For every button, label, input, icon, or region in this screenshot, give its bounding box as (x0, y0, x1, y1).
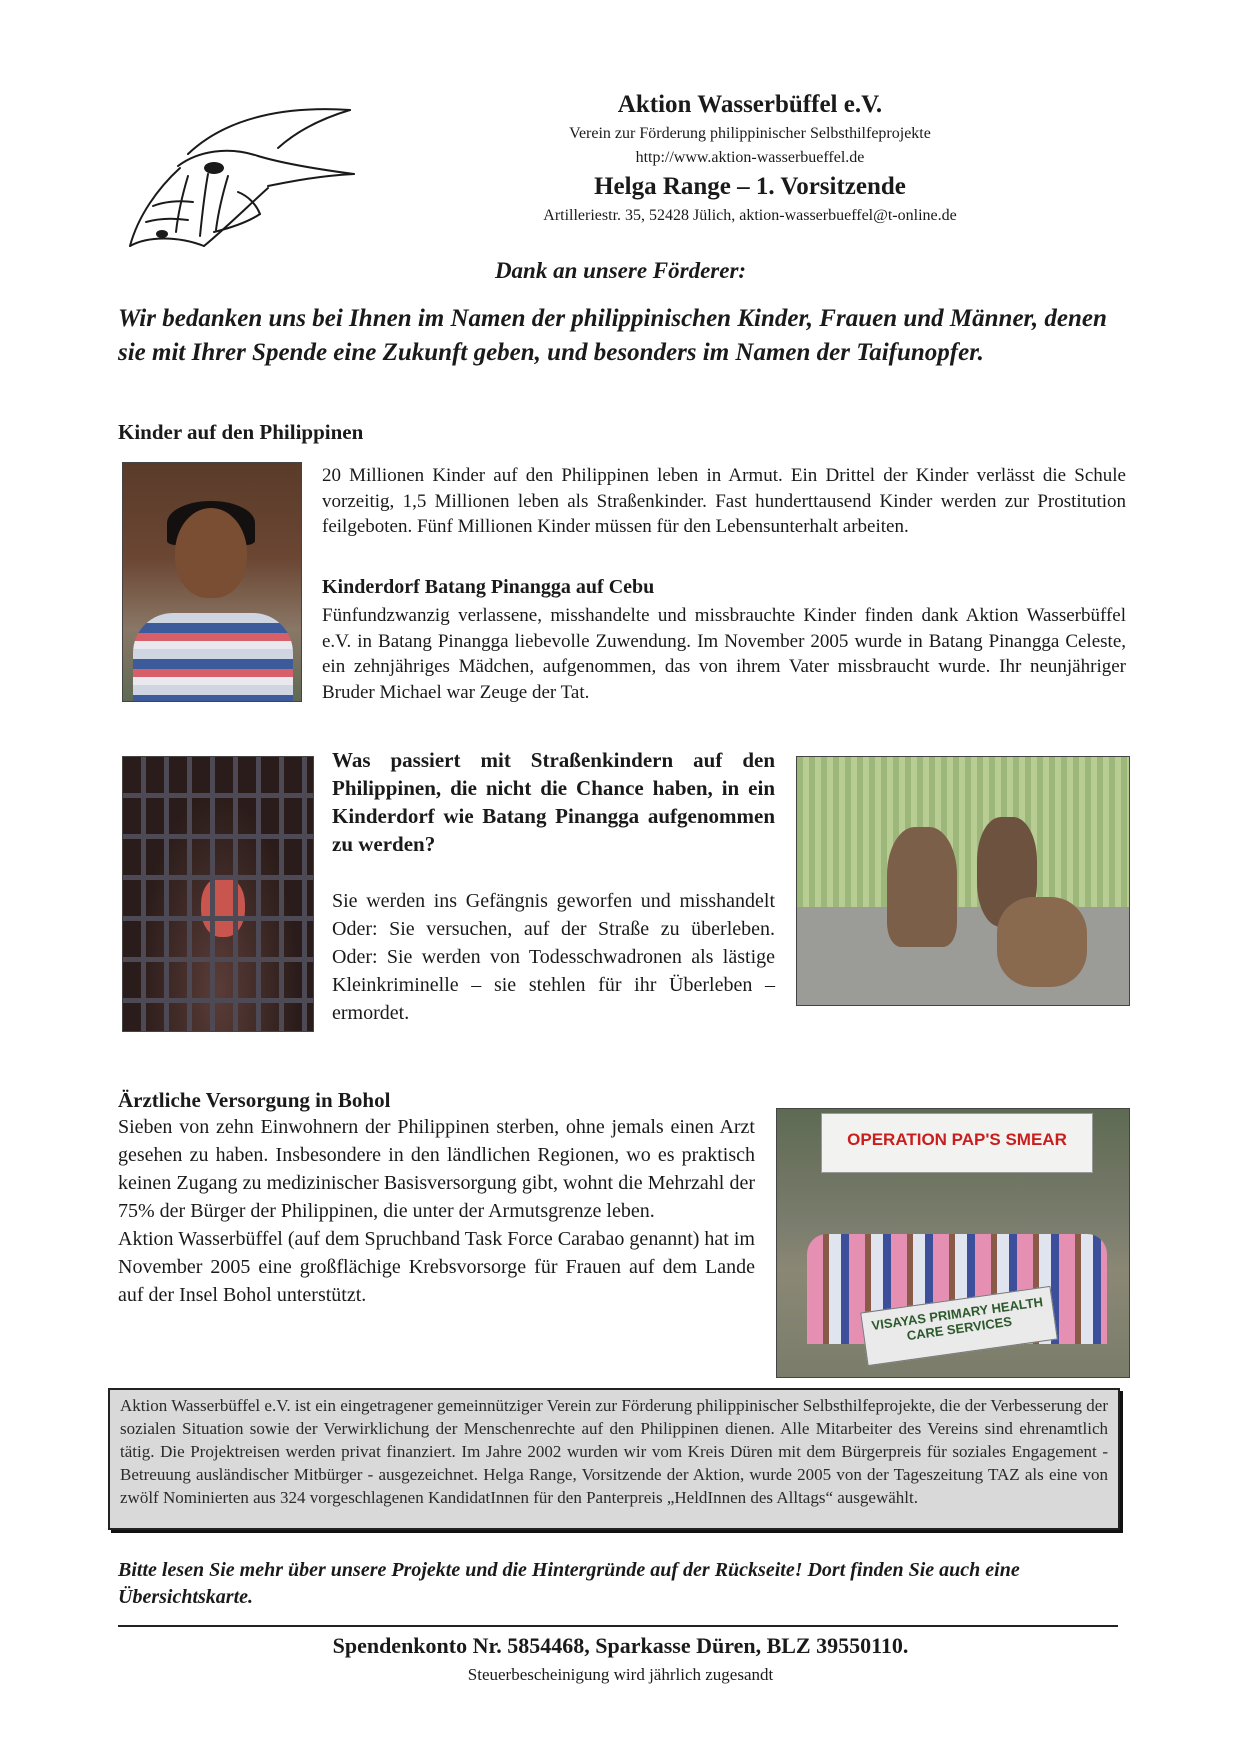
street-children-paragraph: Sie werden ins Gefängnis geworfen und misshandelt Oder: Sie versuchen, auf der Straße zu überleben. Oder: Sie werden von Todesschwadronen als lästige Kleinkriminelle – sie stehlen für ihr Überleben – ermordet. (332, 890, 775, 1024)
donation-account: Spendenkonto Nr. 5854468, Sparkasse Düren, BLZ 39550110. (332, 1633, 909, 1658)
health-care-group-photo (776, 1108, 1130, 1378)
children-in-cell-photo (122, 756, 314, 1032)
info-box (108, 1388, 1120, 1530)
kinder-paragraph: 20 Millionen Kinder auf den Philippinen leben in Armut. Ein Drittel der Kinder verlässt die Schule vorzeitig, 1,5 Millionen leben als Straßenkinder. Fast hunderttausend Kinder werden zur Prostitution feilgeboten. Fünf Millionen Kinder müssen für den Lebensunterhalt arbeiten. (322, 465, 1126, 537)
section-heading-bohol: Ärztliche Versorgung in Bohol (118, 1088, 391, 1112)
organization-header (480, 88, 1020, 228)
chairwoman-line: Helga Range – 1. Vorsitzende (594, 173, 906, 200)
section-heading-kinderdorf: Kinderdorf Batang Pinangga auf Cebu (322, 576, 655, 598)
section-heading-kinder: Kinder auf den Philippinen (118, 420, 364, 444)
bohol-paragraph (118, 1113, 755, 1309)
organization-name: Aktion Wasserbüffel e.V. (617, 91, 883, 118)
bohol-paragraph-1: Sieben von zehn Einwohnern der Philippinen sterben, ohne jemals einen Arzt gesehen zu haben. Insbesondere in den ländlichen Regionen, wo es praktisch keinen Zugang zu medizinischer Basisversorgung gibt, wohnt die Mehrzahl der 75% der Bürger der Philippinen, die unter der Armutsgrenze leben. (118, 1116, 755, 1222)
photo-banner-text: OPERATION PAP'S SMEAR (847, 1130, 1067, 1149)
street-children-photo (796, 756, 1130, 1006)
footer-divider (118, 1625, 1118, 1627)
girl-photo (122, 462, 302, 702)
photo-banner (821, 1113, 1093, 1173)
organization-address: Artilleriestr. 35, 52428 Jülich, aktion-wasserbueffel@t-online.de (543, 207, 957, 224)
water-buffalo-logo-icon (118, 96, 358, 256)
back-page-call-to-action: Bitte lesen Sie mehr über unsere Projekte und die Hintergründe auf der Rückseite! Dort finden Sie auch eine Übersichtskarte. (118, 1559, 1020, 1608)
info-box-text: Aktion Wasserbüffel e.V. ist ein eingetragener gemeinnütziger Verein zur Förderung philippinischer Selbsthilfeprojekte, die der Verbesserung der sozialen Situation sowie der Verwirklichung der Menschenrechte auf den Philippinen dienen. Alle Mitarbeiter des Vereins sind ehrenamtlich tätig. Die Projektreisen werden privat finanziert. Im Jahre 2002 wurden wir vom Kreis Düren mit dem Bürgerpreis für soziales Engagement - Betreuung ausländischer Mitbürger - ausgezeichnet. Helga Range, Vorsitzende der Aktion, wurde 2005 von der Tageszeitung TAZ als eine von zwölf Nominierten aus 324 vorgeschlagenen KandidatInnen für den Panterpreis „HeldInnen des Alltags“ ausgewählt. (120, 1396, 1108, 1507)
photo-sign-text: VISAYAS PRIMARY HEALTH CARE SERVICES (870, 1294, 1044, 1344)
organization-website[interactable]: http://www.aktion-wasserbueffel.de (635, 149, 865, 166)
bohol-paragraph-2: Aktion Wasserbüffel (auf dem Spruchband Task Force Carabao genannt) hat im November 2005 eine großflächige Krebsvorsorge für Frauen auf dem Lande auf der Insel Bohol unterstützt. (118, 1228, 755, 1306)
street-children-question: Was passiert mit Straßenkindern auf den Philippinen, die nicht die Chance haben, in ein Kinderdorf wie Batang Pinangga aufgenommen zu werden? (332, 748, 775, 856)
kinderdorf-paragraph: Fünfundzwanzig verlassene, misshandelte und missbrauchte Kinder finden dank Aktion Wasserbüffel e.V. in Batang Pinangga liebevolle Zuwendung. Im November 2005 wurde in Batang Pinangga Celeste, ein zehnjähriges Mädchen, aufgenommen, das von ihrem Vater missbraucht wurde. Ihr neunjähriger Bruder Michael war Zeuge der Tat. (322, 605, 1126, 703)
thanks-text: Wir bedanken uns bei Ihnen im Namen der philippinischen Kinder, Frauen und Männer, denen sie mit Ihrer Spende eine Zukunft geben, und besonders im Namen der Taifunopfer. (118, 305, 1107, 366)
tax-receipt-note: Steuerbescheinigung wird jährlich zugesandt (467, 1665, 774, 1684)
thanks-heading: Dank an unsere Förderer: (494, 258, 747, 283)
organization-tagline: Verein zur Förderung philippinischer Selbsthilfeprojekte (569, 125, 931, 142)
